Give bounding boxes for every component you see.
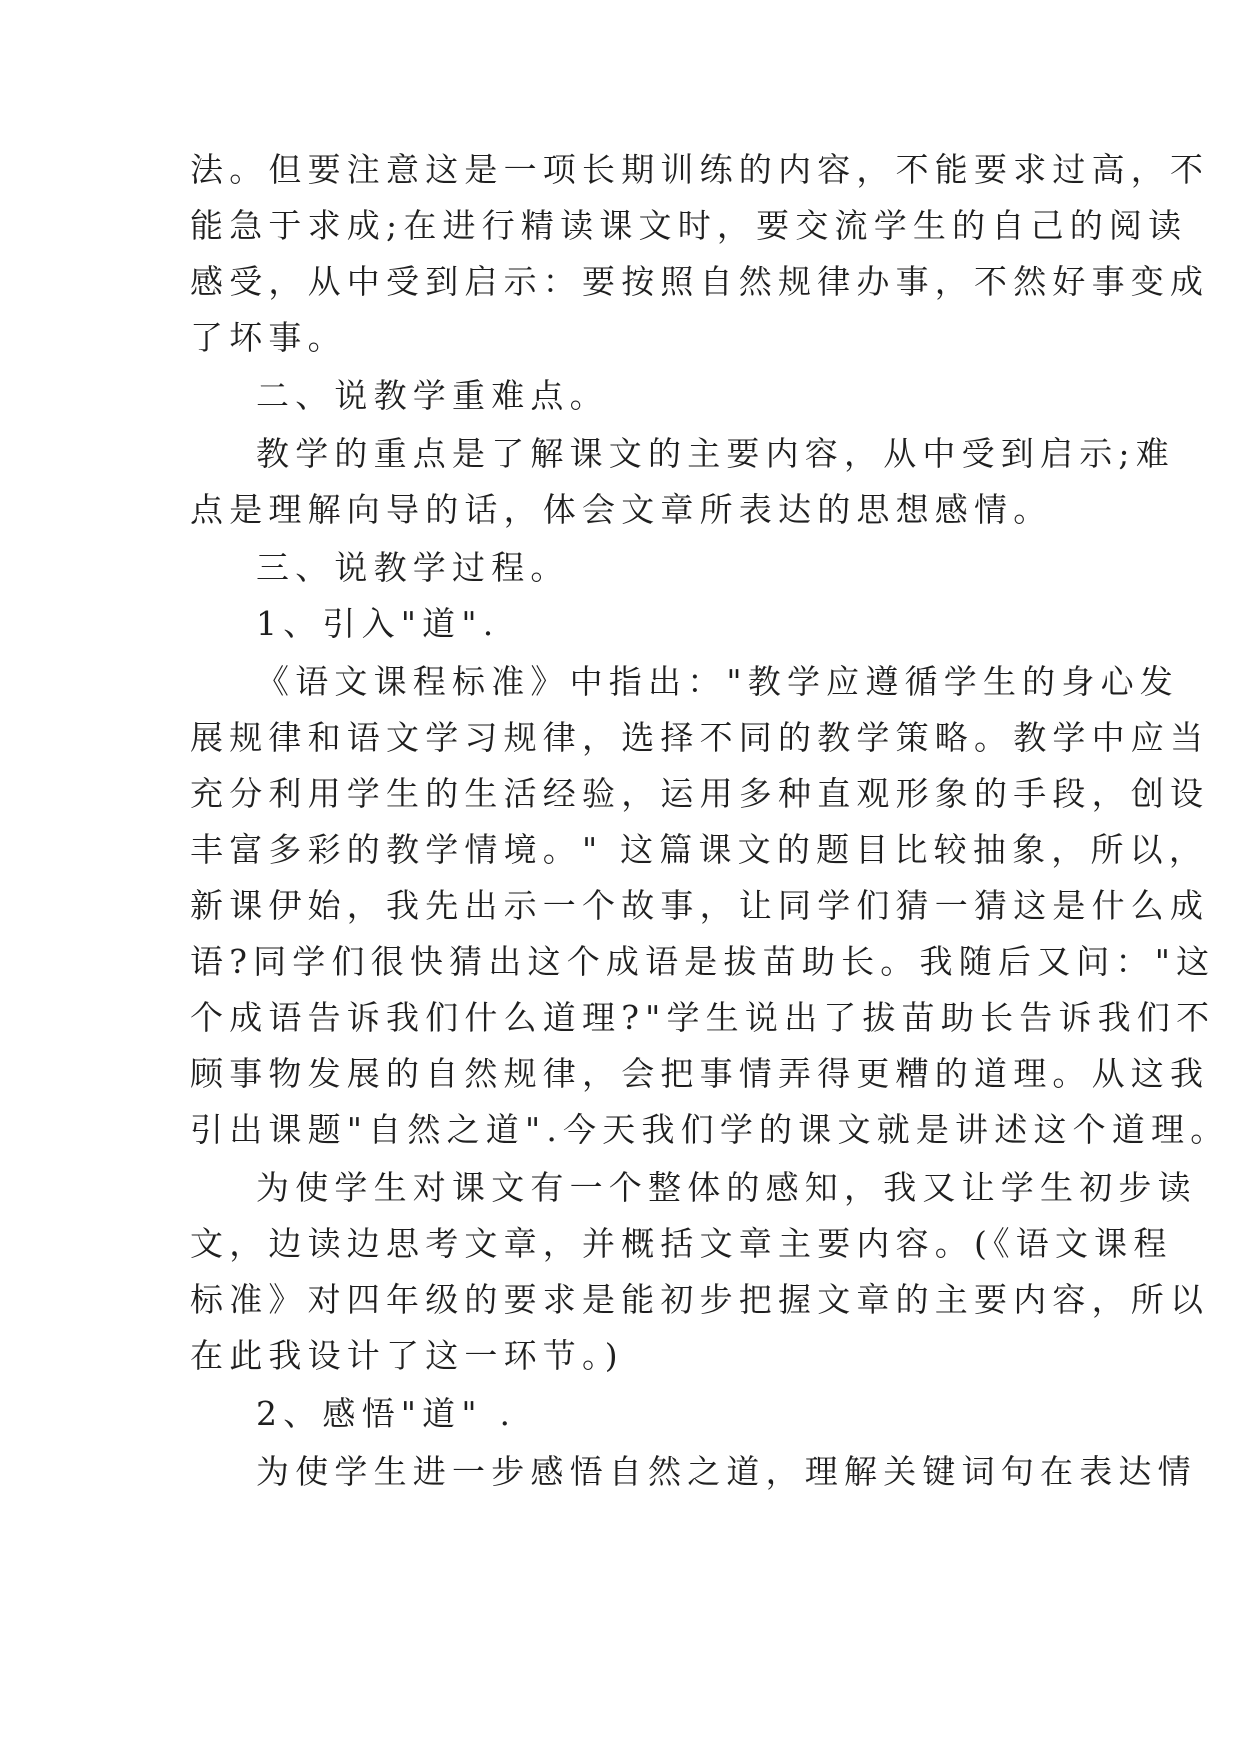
text-line: 个成语告诉我们什么道理?"学生说出了拔苗助长告诉我们不	[190, 998, 1216, 1037]
text-line: 点是理解向导的话，体会文章所表达的思想感情。	[190, 490, 1053, 529]
text-line: 感受，从中受到启示：要按照自然规律办事，不然好事变成	[190, 262, 1210, 301]
subsection-heading: 1、引入"道".	[256, 604, 500, 643]
text-line: 《语文课程标准》中指出："教学应遵循学生的身心发	[256, 662, 1179, 701]
text-line: 教学的重点是了解课文的主要内容，从中受到启示;难	[256, 434, 1175, 473]
text-line: 引出课题"自然之道".今天我们学的课文就是讲述这个道理。	[190, 1110, 1230, 1149]
text-line: 展规律和语文学习规律，选择不同的教学策略。教学中应当	[190, 718, 1210, 757]
text-line: 充分利用学生的生活经验，运用多种直观形象的手段，创设	[190, 774, 1210, 813]
text-line: 顾事物发展的自然规律，会把事情弄得更糟的道理。从这我	[190, 1054, 1210, 1093]
section-heading: 三、说教学过程。	[256, 548, 570, 587]
text-line: 能急于求成;在进行精读课文时，要交流学生的自己的阅读	[190, 206, 1188, 245]
text-line: 在此我设计了这一环节。)	[190, 1336, 624, 1375]
text-line: 了坏事。	[190, 318, 347, 357]
text-line: 法。但要注意这是一项长期训练的内容，不能要求过高，不	[190, 150, 1210, 189]
text-line: 为使学生进一步感悟自然之道，理解关键词句在表达情	[256, 1452, 1197, 1491]
subsection-heading: 2、感悟"道" .	[256, 1394, 517, 1433]
text-line: 丰富多彩的教学情境。" 这篇课文的题目比较抽象，所以，	[190, 830, 1209, 869]
text-line: 标准》对四年级的要求是能初步把握文章的主要内容，所以	[190, 1280, 1210, 1319]
text-line: 为使学生对课文有一个整体的感知，我又让学生初步读	[256, 1168, 1197, 1207]
section-heading: 二、说教学重难点。	[256, 376, 609, 415]
text-line: 新课伊始，我先出示一个故事，让同学们猜一猜这是什么成	[190, 886, 1210, 925]
text-line: 文，边读边思考文章，并概括文章主要内容。(《语文课程	[190, 1224, 1173, 1263]
text-line: 语?同学们很快猜出这个成语是拔苗助长。我随后又问："这	[190, 942, 1216, 981]
